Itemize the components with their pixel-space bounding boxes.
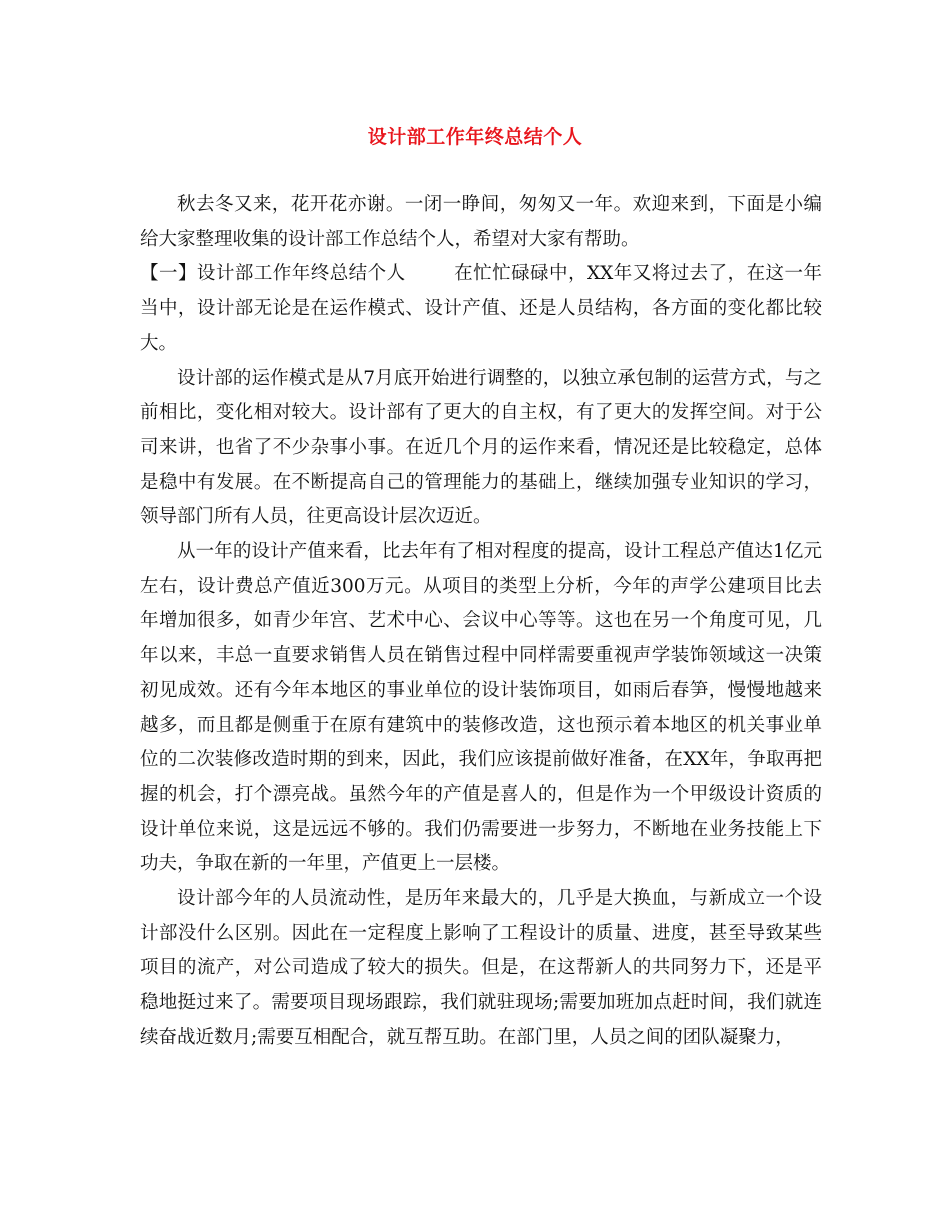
body-paragraph-staff-turnover: 设计部今年的人员流动性，是历年来最大的，几乎是大换血，与新成立一个设计部没什么区别。因此在一定程度上影响了工程设计的质量、进度，甚至导致某些项目的流产，对公司造成了较大的损失。但是，在这帮新人的共同努力下，还是平稳地挺过来了。需要项目现场跟踪，我们就驻现场;需要加班加点赶时间，我们就连续奋战近数月;需要互相配合，就互帮互助。在部门里，人员之间的团队凝聚力，: [140, 888, 822, 1048]
section-one-paragraph: [140, 257, 822, 361]
body-paragraph-design-output: 从一年的设计产值来看，比去年有了相对程度的提高，设计工程总产值达1亿元左右，设计费总产值近300万元。从项目的类型上分析，今年的声学公建项目比去年增加很多，如青少年宫、艺术中心、会议中心等等。这也在另一个角度可见，几年以来，丰总一直要求销售人员在销售过程中同样需要重视声学装饰领域这一决策初见成效。还有今年本地区的事业单位的设计装饰项目，如雨后春笋，慢慢地越来越多，而且都是侧重于在原有建筑中的装修改造，这也预示着本地区的机关事业单位的二次装修改造时期的到来，因此，我们应该提前做好准备，在XX年，争取再把握的机会，打个漂亮战。虽然今年的产值是喜人的，但是作为一个甲级设计资质的设计单位来说，这是远远不够的。我们仍需要进一步努力，不断地在业务技能上下功夫，争取在新的一年里，产值更上一层楼。: [140, 541, 822, 875]
intro-paragraph: 秋去冬又来，花开花亦谢。一闭一睁间，匆匆又一年。欢迎来到，下面是小编给大家整理收集的设计部工作总结个人，希望对大家有帮助。: [140, 194, 822, 250]
section-lead-text: 在忙忙碌碌中，XX年又将过去了，在这一年当中，设计部无论是在运作模式、设计产值、还是人员结构，各方面的变化都比较大。: [140, 263, 822, 354]
section-heading: 【一】设计部工作年终总结个人: [140, 263, 406, 285]
document-title: 设计部工作年终总结个人: [367, 126, 583, 148]
body-paragraph-operation-mode: 设计部的运作模式是从7月底开始进行调整的，以独立承包制的运营方式，与之前相比，变化相对较大。设计部有了更大的自主权，有了更大的发挥空间。对于公司来讲，也省了不少杂事小事。在近几个月的运作来看，情况还是比较稳定，总体是稳中有发展。在不断提高自己的管理能力的基础上，继续加强专业知识的学习，领导部门所有人员，往更高设计层次迈近。: [140, 367, 822, 528]
document-body: [140, 188, 822, 1056]
